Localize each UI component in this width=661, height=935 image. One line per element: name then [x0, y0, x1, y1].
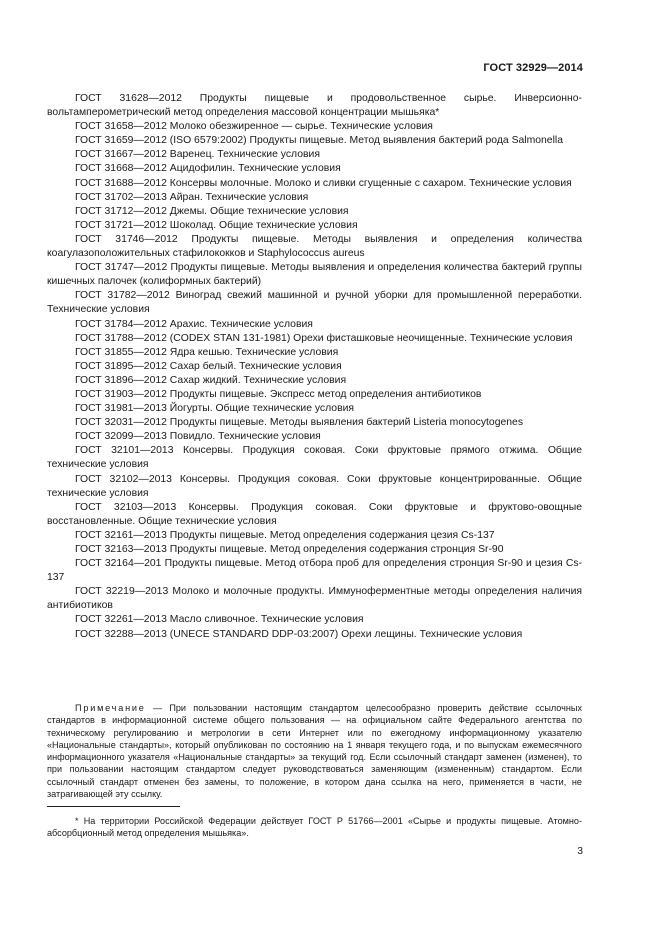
note-label: Примечание: [75, 703, 146, 713]
reference-item: ГОСТ 31895—2012 Сахар белый. Технические условия: [75, 360, 342, 372]
note-paragraph: [47, 702, 582, 800]
page-number: 3: [577, 846, 583, 857]
reference-item: ГОСТ 31896—2012 Сахар жидкий. Технические условия: [75, 374, 347, 386]
reference-item: ГОСТ 31855—2012 Ядра кешью. Технические условия: [75, 346, 339, 358]
reference-item: ГОСТ 32164—201 Продукты пищевые. Метод отбора проб для определения стронция Sr-90 и цезия Cs-137: [47, 558, 582, 584]
reference-item: ГОСТ 32288—2013 (UNECE STANDARD DDP-03:2007) Орехи лещины. Технические условия: [75, 628, 523, 640]
reference-item: ГОСТ 32103—2013 Консервы. Продукция соковая. Соки фруктовые и фруктово-овощные восстановленные. Общие технические условия: [47, 501, 582, 527]
document-header: ГОСТ 32929—2014: [483, 62, 583, 74]
reference-item: ГОСТ 31981—2013 Йогурты. Общие технические условия: [75, 403, 355, 415]
reference-item: ГОСТ 32031—2012 Продукты пищевые. Методы выявления бактерий Listeria monocytogenes: [75, 417, 524, 429]
reference-item: ГОСТ 32261—2013 Масло сливочное. Технические условия: [75, 614, 364, 626]
reference-item: ГОСТ 31782—2012 Виноград свежий машинной и ручной уборки для промышленной переработки. Технические условия: [47, 290, 582, 316]
footnote-divider: [47, 806, 180, 807]
reference-item: ГОСТ 31668—2012 Ацидофилин. Технические условия: [75, 163, 341, 175]
normative-references-list: [47, 92, 582, 642]
reference-item: ГОСТ 31721—2012 Шоколад. Общие технические условия: [75, 219, 358, 231]
reference-item: ГОСТ 32099—2013 Повидло. Технические условия: [75, 431, 321, 443]
reference-item: ГОСТ 31746—2012 Продукты пищевые. Методы выявления и определения количества коагулазоположительных стафилококков и Staphylococcus aureus: [47, 233, 582, 260]
reference-item: ГОСТ 31628—2012 Продукты пищевые и продовольственное сырье. Инверсионно-вольтамперометрический метод определения массовой концентрации мышьяка*: [47, 93, 582, 119]
reference-item: ГОСТ 32101—2013 Консервы. Продукция соковая. Соки фруктовые прямого отжима. Общие технические условия: [47, 445, 582, 471]
reference-item: ГОСТ 32219—2013 Молоко и молочные продукты. Иммуноферментные методы определения наличия антибиотиков: [47, 586, 582, 612]
footnote: * На территории Российской Федерации действует ГОСТ Р 51766—2001 «Сырье и продукты пищевые. Атомно-абсорбционный метод определения мышьяка».: [47, 816, 582, 839]
reference-item: ГОСТ 31784—2012 Арахис. Технические условия: [75, 318, 313, 330]
reference-item: ГОСТ 31667—2012 Варенец. Технические условия: [75, 149, 320, 161]
reference-item: ГОСТ 31903—2012 Продукты пищевые. Экспресс метод определения антибиотиков: [75, 388, 482, 400]
reference-item: ГОСТ 32161—2013 Продукты пищевые. Метод определения содержания цезия Cs-137: [75, 529, 495, 541]
reference-item: ГОСТ 31788—2012 (CODEX STAN 131-1981) Орехи фисташковые неочищенные. Технические условия: [75, 332, 573, 344]
reference-item: ГОСТ 32102—2013 Консервы. Продукция соковая. Соки фруктовые концентрированные. Общие технические условия: [47, 473, 582, 499]
reference-item: ГОСТ 31659—2012 (ISO 6579:2002) Продукты пищевые. Метод выявления бактерий рода Salmonella: [75, 135, 563, 147]
reference-item: ГОСТ 31702—2013 Айран. Технические условия: [75, 191, 309, 203]
reference-item: ГОСТ 31747—2012 Продукты пищевые. Методы выявления и определения количества бактерий группы кишечных палочек (колиформных бактерий): [47, 262, 582, 288]
reference-item: ГОСТ 31712—2012 Джемы. Общие технические условия: [75, 205, 349, 217]
reference-item: ГОСТ 32163—2013 Продукты пищевые. Метод определения содержания стронция Sr-90: [75, 544, 504, 555]
reference-item: ГОСТ 31688—2012 Консервы молочные. Молоко и сливки сгущенные с сахаром. Технические условия: [75, 177, 572, 189]
note-text: — При пользовании настоящим стандартом целесообразно проверить действие ссылочных стандартов в информационной системе общего пользования — на официальном сайте Федерального агентства по техническому регулированию и метрологии в сети Интернет или по ежегодному информационному указателю «Национальные стандарты», который опубликован по состоянию на 1 января текущего года, и по выпускам ежемесячного информационного указателя «Национальные стандарты» за текущий год. Если ссылочный стандарт заменен (изменен), то при пользовании настоящим стандартом следует руководствоваться заменяющим (измененным) стандартом. Если ссылочный стандарт отменен без замены, то положение, в котором дана ссылка на него, применяется в части, не затрагивающей эту ссылку.: [47, 703, 582, 800]
reference-item: ГОСТ 31658—2012 Молоко обезжиренное — сырье. Технические условия: [75, 121, 433, 133]
